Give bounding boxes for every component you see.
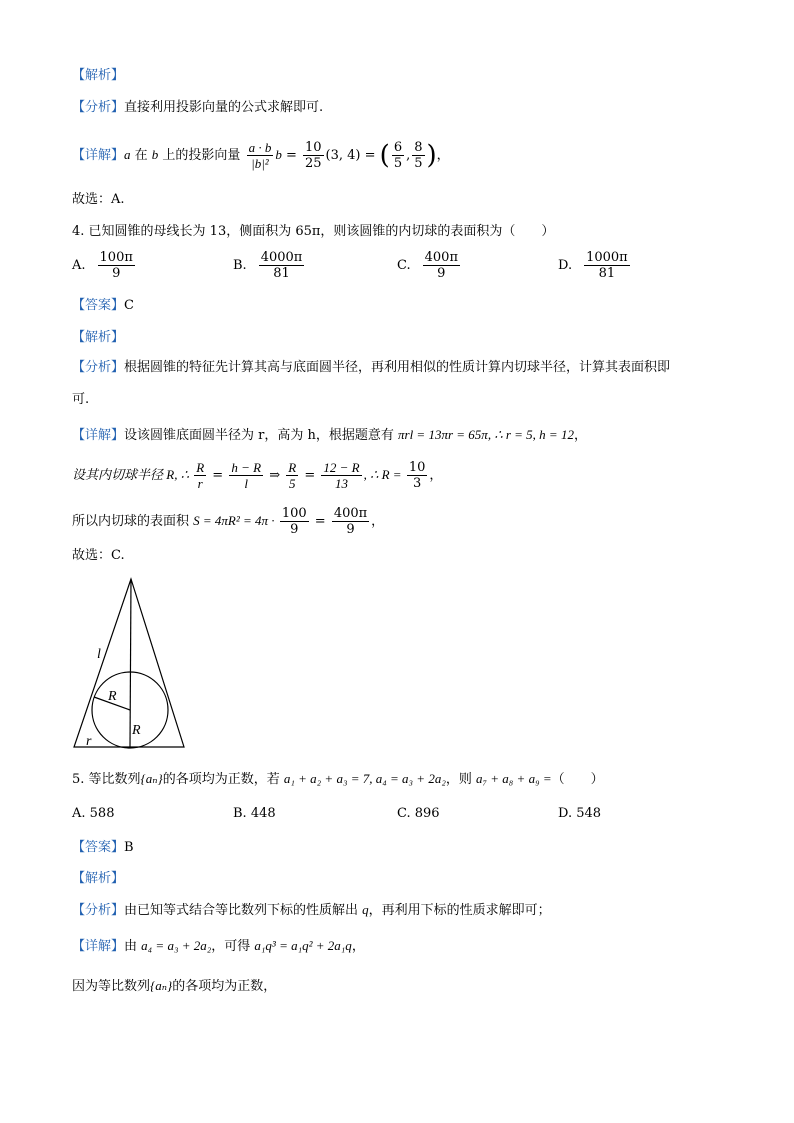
detail-zai: 在 (130, 148, 152, 163)
label-r: r (86, 734, 92, 749)
section-jiexi-3: 【解析】 (72, 871, 125, 886)
cone-triangle (74, 579, 184, 747)
q5-detail-2: 因为等比数列{aₙ}的各项均为正数， (72, 978, 277, 994)
section-jiexi-2: 【解析】 (72, 330, 125, 345)
analysis-tag: 【分析】 (72, 360, 125, 375)
result-x: $\frac{6}{5}$ (393, 140, 403, 171)
vector-b: b (151, 147, 159, 162)
answer-tag: 【答案】 (72, 840, 125, 855)
q4-analysis-2: 可. (72, 392, 90, 407)
vector-34: (3, 4) (325, 148, 361, 163)
cone-height (130, 579, 131, 747)
q3-analysis (72, 98, 323, 118)
q4-analysis-1 (72, 358, 670, 378)
q4-detail-3: 所以内切球的表面积 S = 4πR² = 4π · $\frac{100}{9}$ = $\frac{400\pi}{9}$ ， (72, 506, 385, 537)
label-R-slant: R (108, 689, 117, 704)
q4-detail-1: 【详解】设该圆锥底面圆半径为 r，高为 h，根据题意有 πrl = 13πr = 65π, ∴ r = 5, h = 12， (72, 427, 587, 443)
q4-detail-2: 设其内切球半径 R, ∴ $\frac{R}{r}$ = $\frac{h - R}{l}$ ⇒ $\frac{R}{5}$ = $\frac{12 - R}{13}$ , ∴ R = $\frac{10}{3}$ ， (72, 460, 443, 491)
analysis-text: 直接利用投影向量的公式求解即可. (124, 100, 324, 115)
analysis-tag: 【分析】 (72, 100, 125, 115)
q4-option-c: C. $\frac{400\pi}{9}$ (397, 250, 458, 281)
q5-option-a: A. 588 (72, 806, 115, 821)
answer-tag: 【答案】 (72, 298, 125, 313)
detail-tag: 【详解】 (72, 148, 125, 163)
cone-figure (70, 576, 188, 752)
q4-stem: 4. 已知圆锥的母线长为 13，侧面积为 65π，则该圆锥的内切球的表面积为（ ） (72, 224, 555, 239)
q4-answer: 故选：C. (72, 548, 125, 563)
q4-option-a: A. $\frac{100\pi}{9}$ (72, 250, 133, 281)
coef-fraction: $\frac{10}{25}$ (304, 140, 322, 171)
q5-analysis: 【分析】由已知等式结合等比数列下标的性质解出 q，再利用下标的性质求解即可； (72, 902, 551, 918)
q5-stem: 5. 等比数列{aₙ}的各项均为正数，若 a₁ + a₂ + a₃ = 7, a₄ = a₃ + 2a₂，则 a₇ + a₈ + a₉ =（ ） (72, 771, 604, 787)
analysis-text: 根据圆锥的特征先计算其高与底面圆半径，再利用相似的性质计算内切球半径，计算其表面积即 (124, 360, 671, 375)
section-jiexi-1: 【解析】 (72, 68, 125, 83)
q4-option-d: D. $\frac{1000\pi}{81}$ (558, 250, 628, 281)
vector-a: a (124, 147, 131, 162)
detail-text: 设该圆锥底面圆半径为 r，高为 h，根据题意有 (124, 428, 398, 443)
detail-text: 上的投影向量 (158, 148, 241, 163)
label-R-vertical: R (132, 723, 141, 738)
q5-detail-1: 【详解】由 a₄ = a₃ + 2a₂，可得 a₁q³ = a₁q² + 2a₁q， (72, 938, 365, 954)
label-l: l (97, 647, 101, 662)
projection-fraction: $\frac{a \cdot b}{\text{|b|²}}$ (248, 140, 272, 171)
q5-answer-line (72, 838, 134, 858)
q5-option-b: B. 448 (233, 806, 276, 821)
q4-answer-line (72, 296, 134, 316)
answer-value: C (124, 298, 134, 313)
q5-option-d: D. 548 (558, 806, 602, 821)
q3-detail: 【详解】a 在 b 上的投影向量 $\frac{a \cdot b}{\text{|b|²}}$ b = $\frac{10}{25}$ (3, 4) = ( $\frac{6}{5}$ , $\frac{8}{5}$ )， (72, 140, 450, 171)
q4-option-b: B. $\frac{4000\pi}{81}$ (233, 250, 303, 281)
detail-tag: 【详解】 (72, 428, 125, 443)
projection-b: b (275, 147, 282, 162)
answer-value: B (124, 840, 134, 855)
result-y: $\frac{8}{5}$ (414, 140, 423, 171)
q5-option-c: C. 896 (397, 806, 440, 821)
q3-answer: 故选：A. (72, 192, 125, 207)
detail-math: πrl = 13πr = 65π, ∴ r = 5, h = 12 (398, 427, 574, 442)
